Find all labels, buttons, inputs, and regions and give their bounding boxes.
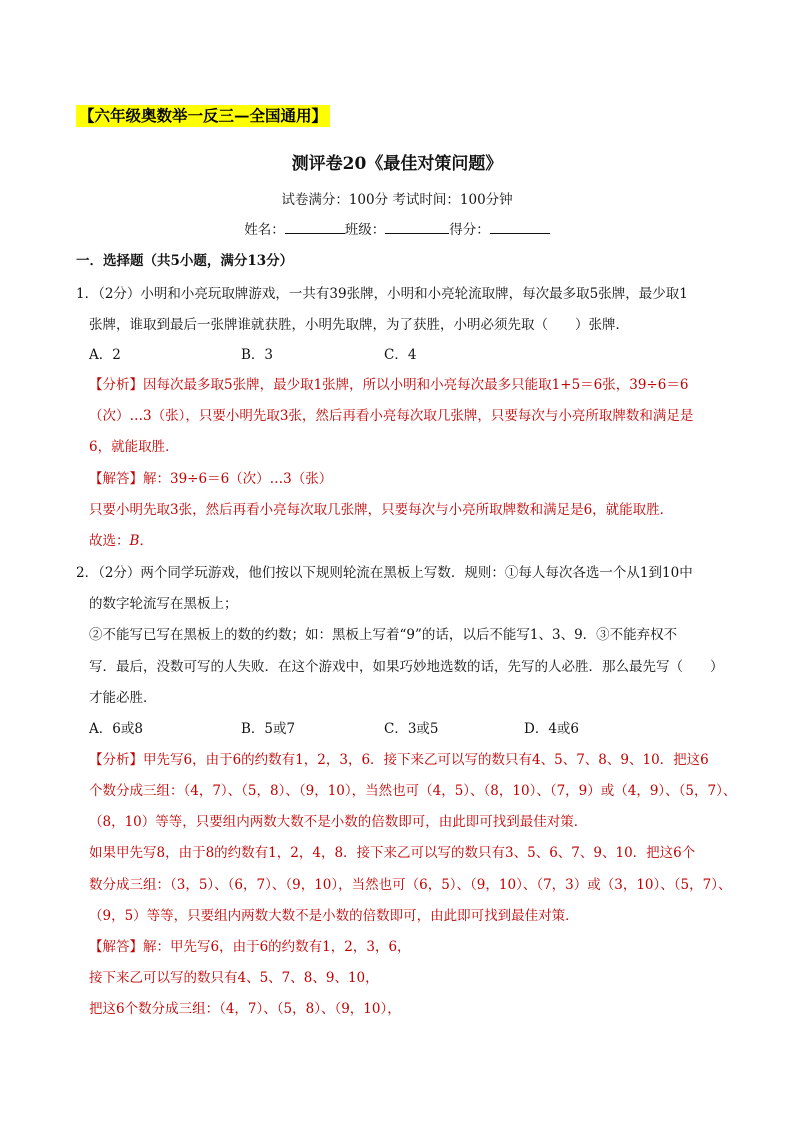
q2-answer-line: 接下来乙可以写的数只有4、5、7、8、9、10， [89,970,379,986]
q2-stem-line: 的数字轮流写在黑板上； [89,596,238,612]
q2-answer-text: 解：甲先写6，由于6的约数有1，2，3，6， [143,939,411,955]
q2-analysis-line: （8，10）等等，只要组内两数大数不是小数的倍数即可，由此即可找到最佳对策． [89,814,588,830]
q1-conclusion [89,529,153,549]
q2-analysis-line: （9，5）等等，只要组内两数大数不是小数的倍数即可，由此即可找到最佳对策． [89,908,579,924]
section-heading: 一．选择题（共5小题，满分13分） [76,253,294,269]
q1-answer-line: 只要小明先取3张，然后再看小亮每次取几张牌，只要每次与小亮所取牌数和满足是6，就能取胜． [89,502,674,518]
page-title: 测评卷20《最佳对策问题》 [291,154,503,174]
q1-answer-line [89,467,332,487]
score-blank[interactable] [490,219,550,234]
name-blank[interactable] [285,219,345,234]
q2-stem-line: 写．最后，没数可写的人失败．在这个游戏中，如果巧妙地选数的话，先写的人必胜．那么最先写（ ） [89,659,724,675]
q2-answer-line: 把这6个数分成三组：（4，7）、（5，8）、（9，10）， [89,1001,401,1017]
q1-stem-line: 1．（2分）小明和小亮玩取牌游戏，一共有39张牌，小明和小亮轮流取牌，每次最多取5张牌，最少取1 [76,286,688,302]
q1-conclusion-value: B． [129,533,153,549]
student-info-form [0,218,794,238]
q2-answer-label: 【解答】 [89,939,143,955]
q2-stem-line: 2．（2分）两个同学玩游戏，他们按以下规则轮流在黑板上写数．规则：①每人每次各选一个从1到10中 [76,565,693,581]
q1-analysis-line: 6，就能取胜． [89,439,179,455]
q1-conclusion-prefix: 故选： [89,533,130,549]
q1-answer-label: 【解答】 [89,471,143,487]
q1-option-c: C．4 [384,347,417,363]
q1-answer-text: 解：39÷6＝6（次）…3（张） [143,471,333,487]
q1-option-b: B．3 [241,347,274,363]
q1-option-a: A．2 [89,347,121,363]
q1-stem-line: 张牌，谁取到最后一张牌谁就获胜，小明先取牌，为了获胜，小明必须先取（ ）张牌． [89,317,629,333]
score-label: 得分： [449,222,490,238]
header-tag: 【六年级奥数举一反三—全国通用】 [76,105,330,127]
name-label: 姓名： [244,222,285,238]
q1-analysis-line: （次）…3（张），只要小明先取3张，然后再看小亮每次取几张牌，只要每次与小亮所取牌数和满足是 [89,408,694,424]
q1-analysis-line: 【分析】因每次最多取5张牌，最少取1张牌，所以小明和小亮每次最多只能取1+5＝6张，39÷6＝6 [89,377,689,393]
q2-option-b: B．5或7 [241,721,296,737]
q2-option-d: D．4或6 [524,721,580,737]
q2-option-c: C．3或5 [384,721,439,737]
q2-analysis-line: 数分成三组：（3，5）、（6，7）、（9，10），当然也可（6，5）、（9，10）、（7，3）或（3，10）、（5，7）、 [89,877,732,893]
q2-option-a: A．6或8 [89,721,143,737]
exam-info: 试卷满分：100分 考试时间：100分钟 [281,192,513,208]
q2-analysis-line: 【分析】甲先写6，由于6的约数有1，2，3，6．接下来乙可以写的数只有4、5、7、8、9、10．把这6 [89,752,709,768]
class-blank[interactable] [385,219,449,234]
q2-answer-line [89,935,411,955]
class-label: 班级： [344,222,386,238]
q2-stem-line: 才能必胜． [89,690,157,706]
q2-analysis-line: 如果甲先写8，由于8的约数有1，2，4，8．接下来乙可以写的数只有3、5、6、7、9、10．把这6个 [89,845,696,861]
q2-analysis-line: 个数分成三组：（4，7）、（5，8）、（9，10），当然也可（4，5）、（8，10）、（7，9）或（4，9）、（5，7）、 [89,783,737,799]
q2-stem-line: ②不能写已写在黑板上的数的约数；如：黑板上写着“9”的话，以后不能写1、3、9．③不能弃权不 [89,627,678,643]
